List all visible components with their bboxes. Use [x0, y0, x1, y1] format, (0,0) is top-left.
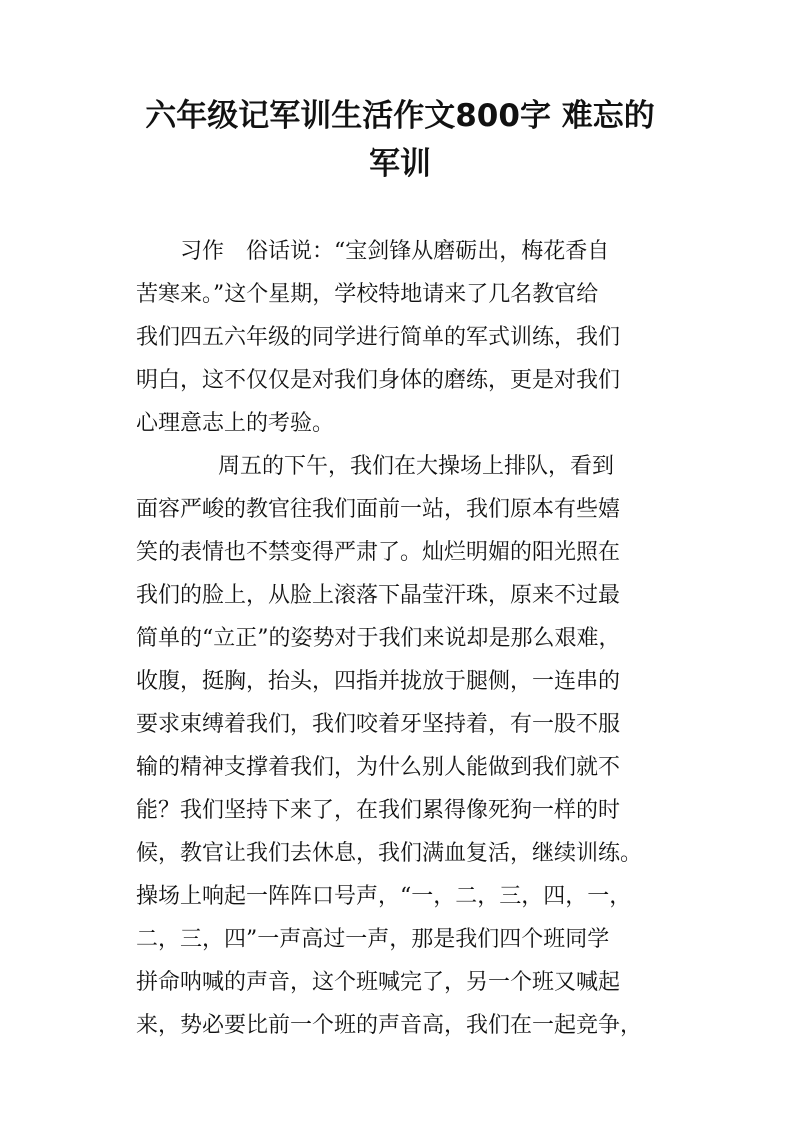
paragraph-2-line-1: 周五的下午，我们在大操场上排队，看到: [218, 454, 615, 479]
paragraph-2-line-11: 操场上响起一阵阵口号声，“一，二，三，四，一，: [136, 884, 632, 909]
title-line-1: 六年级记军训生活作文800字 难忘的: [145, 98, 655, 134]
title-line-2: 军训: [369, 146, 431, 182]
paragraph-2-line-8: 输的精神支撑着我们，为什么别人能做到我们就不: [136, 755, 621, 780]
paragraph-1-line-2: 苦寒来。”这个星期，学校特地请来了几名教官给: [136, 282, 599, 307]
page-title: [80, 92, 720, 188]
paragraph-1-line-4: 明白，这不仅仅是对我们身体的磨练，更是对我们: [136, 368, 621, 393]
article-body: [136, 230, 676, 1047]
paragraph-2-line-7: 要求束缚着我们，我们咬着牙坚持着，有一股不服: [136, 712, 621, 737]
paragraph-2-line-13: 拼命呐喊的声音，这个班喊完了，另一个班又喊起: [136, 970, 621, 995]
paragraph-2-line-3: 笑的表情也不禁变得严肃了。灿烂明媚的阳光照在: [136, 540, 621, 565]
paragraph-2-line-9: 能？我们坚持下来了，在我们累得像死狗一样的时: [136, 798, 621, 823]
paragraph-1-line-1: 习作 俗话说：“宝剑锋从磨砺出，梅花香自: [180, 239, 610, 264]
paragraph-2-line-6: 收腹，挺胸，抬头，四指并拢放于腿侧，一连串的: [136, 669, 621, 694]
paragraph-2-line-2: 面容严峻的教官往我们面前一站，我们原本有些嬉: [136, 497, 621, 522]
paragraph-2-line-4: 我们的脸上，从脸上滚落下晶莹汗珠，原来不过最: [136, 583, 621, 608]
paragraph-2-line-12: 二，三，四”一声高过一声，那是我们四个班同学: [136, 927, 610, 952]
paragraph-1-line-5: 心理意志上的考验。: [136, 411, 335, 436]
paragraph-2-line-14: 来，势必要比前一个班的声音高，我们在一起竞争，: [136, 1013, 643, 1038]
paragraph-1-line-3: 我们四五六年级的同学进行简单的军式训练，我们: [136, 325, 621, 350]
paragraph-2-line-5: 简单的“立正”的姿势对于我们来说却是那么艰难，: [136, 626, 621, 651]
paragraph-2-line-10: 候，教官让我们去休息，我们满血复活，继续训练。: [136, 841, 643, 866]
